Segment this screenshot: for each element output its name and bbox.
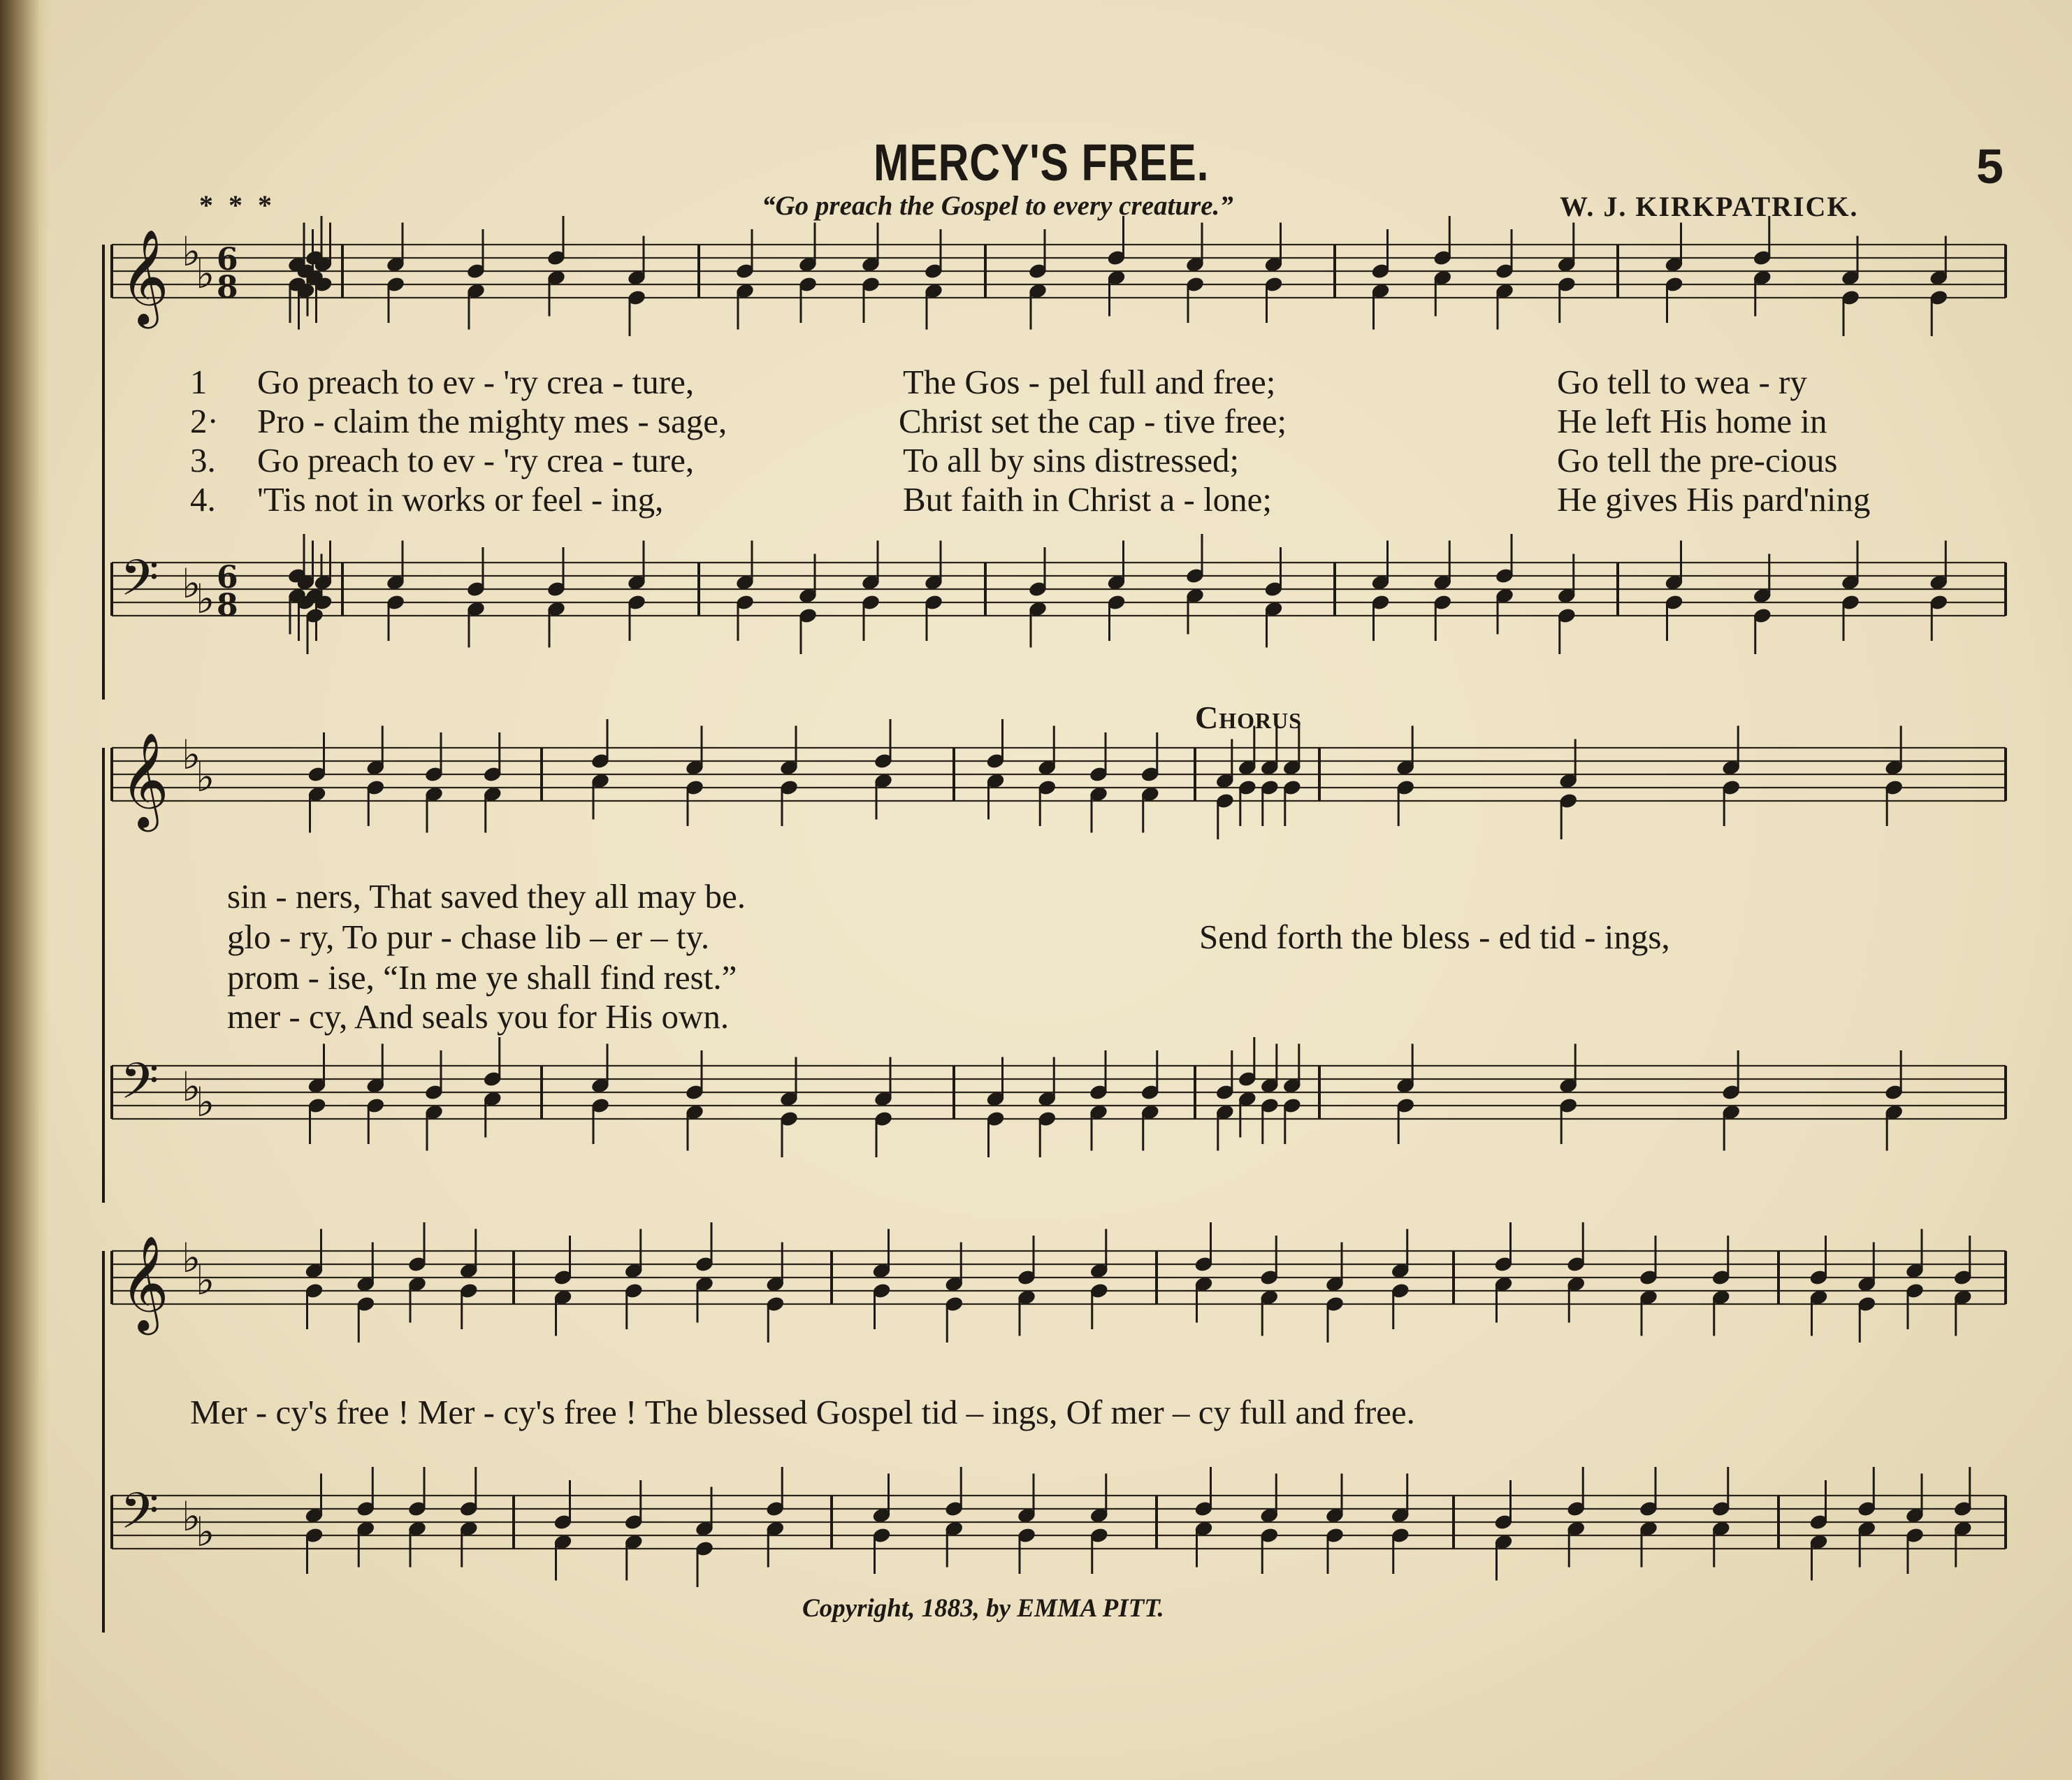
chorus-lyric-line: Mer - cy's free ! Mer - cy's free ! The blessed Gospel tid – ings, Of mer – cy full and free. — [190, 1393, 1415, 1431]
flat-sign-icon: ♭ — [182, 1493, 201, 1540]
asterisk-mark: * * * — [199, 189, 276, 221]
lyric-line: Go tell the pre-cious — [1557, 441, 1838, 479]
lyric-line: Go preach to ev - 'ry crea - ture, — [257, 363, 695, 401]
lyric-line: But faith in Christ a - lone; — [903, 480, 1273, 519]
lyric-line: prom - ise, “In me ye shall find rest.” — [227, 958, 737, 997]
lyric-line: Go preach to ev - 'ry crea - ture, — [257, 441, 695, 479]
flat-sign-icon: ♭ — [196, 1508, 215, 1556]
time-signature: 6 — [217, 560, 238, 595]
flat-sign-icon: ♭ — [196, 1257, 215, 1304]
page-number: 5 — [1976, 139, 2004, 194]
treble-clef-icon: 𝄞 — [120, 228, 169, 324]
lyric-line: To all by sins distressed; — [903, 441, 1240, 479]
flat-sign-icon: ♭ — [182, 1063, 201, 1110]
chorus-label: Chorus — [1195, 700, 1303, 735]
treble-clef-icon: 𝄞 — [120, 1234, 169, 1331]
lyric-line: Go tell to wea - ry — [1557, 363, 1807, 401]
verse-number: 1 — [190, 363, 208, 401]
lyric-line: Christ set the cap - tive free; — [899, 402, 1287, 440]
lyric-line: sin - ners, That saved they all may be. — [227, 877, 746, 916]
verse-number: 4. — [190, 480, 216, 519]
composer-credit: W. J. KIRKPATRICK. — [1560, 191, 1859, 222]
chorus-lyric-line: Send forth the bless - ed tid - ings, — [1199, 918, 1670, 956]
flat-sign-icon: ♭ — [182, 560, 201, 607]
flat-sign-icon: ♭ — [196, 753, 215, 801]
bass-clef-icon: 𝄢 — [120, 1052, 159, 1122]
flat-sign-icon: ♭ — [182, 731, 201, 779]
flat-sign-icon: ♭ — [182, 1234, 201, 1282]
hymn-title: MERCY'S FREE. — [874, 133, 1210, 191]
time-signature: 8 — [217, 588, 238, 623]
lyric-line: The Gos - pel full and free; — [903, 363, 1276, 401]
bass-clef-icon: 𝄢 — [120, 549, 159, 619]
bass-clef-icon: 𝄢 — [120, 1482, 159, 1552]
lyric-line: He left His home in — [1557, 402, 1827, 440]
time-signature: 6 — [217, 242, 238, 277]
lyric-line: glo - ry, To pur - chase lib – er – ty. — [227, 918, 710, 956]
lyric-line: He gives His pard'ning — [1557, 480, 1871, 519]
flat-sign-icon: ♭ — [196, 575, 215, 623]
flat-sign-icon: ♭ — [182, 228, 201, 275]
time-signature: 8 — [217, 270, 238, 305]
copyright-notice: Copyright, 1883, by EMMA PITT. — [802, 1594, 1164, 1623]
verse-number: 3. — [190, 441, 216, 479]
lyric-line: 'Tis not in works or feel - ing, — [257, 480, 664, 519]
verse-number: 2· — [190, 402, 219, 440]
flat-sign-icon: ♭ — [196, 250, 215, 298]
lyric-line: mer - cy, And seals you for His own. — [227, 997, 730, 1036]
flat-sign-icon: ♭ — [196, 1078, 215, 1126]
treble-clef-icon: 𝄞 — [120, 731, 169, 827]
lyric-line: Pro - claim the mighty mes - sage, — [257, 402, 727, 440]
scripture-epigraph: “Go preach the Gospel to every creature.” — [762, 191, 1233, 221]
